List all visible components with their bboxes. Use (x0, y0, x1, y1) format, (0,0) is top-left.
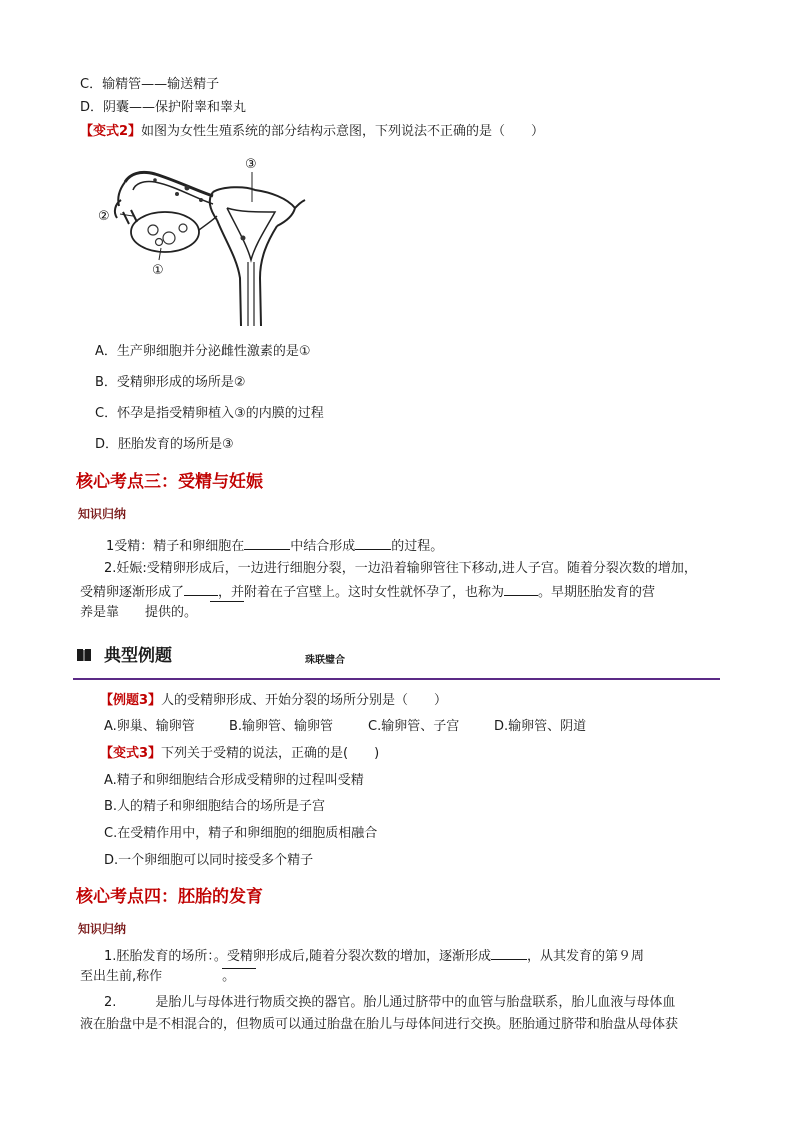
variant2-option-b: B．受精卵形成的场所是② (95, 375, 246, 390)
example3-option-a: A.卵巢、输卵管 (104, 719, 195, 734)
section3-p2-line1: 2.妊娠:受精卵形成后，一边进行细胞分裂，一边沿着输卵管往下移动,进人子宫。随着分裂次数的增加， (104, 561, 697, 576)
s4p1-a: 1.胚胎发育的场所： (104, 949, 214, 964)
variant3-tag: 【变式3】 (100, 746, 162, 761)
option-c-top: C．输精管——输送精子 (80, 77, 220, 92)
s4p1-line2: 至出生前,称作 (80, 969, 163, 984)
example3-option-d: D.输卵管、阴道 (494, 719, 587, 734)
label-1: ① (152, 263, 164, 278)
variant2-tag: 【变式2】 (80, 124, 142, 139)
variant3-question (100, 745, 379, 763)
s3p2-b: ，并附着在子宫壁上。这时女性就怀孕了，也称为 (218, 585, 505, 600)
blank (491, 946, 527, 960)
book-icon (76, 648, 92, 662)
s3p2-a: 受精卵逐渐形成了 (80, 585, 185, 600)
blank (210, 588, 244, 602)
variant3-text: 下列关于受精的说法，正确的是( ) (161, 746, 380, 761)
variant3-option-a: A.精子和卵细胞结合形成受精卵的过程叫受精 (104, 773, 364, 788)
blank (355, 536, 391, 550)
section3-p2-line3: 养是靠 提供的。 (80, 605, 198, 620)
variant3-option-b: B.人的精子和卵细胞结合的场所是子宫 (104, 799, 326, 814)
section4-p2-line1: 2. 是胎儿与母体进行物质交换的器官。胎儿通过脐带中的血管与胎盘联系，胎儿血液与母体血 (104, 995, 676, 1010)
variant3-option-c: C.在受精作用中，精子和卵细胞的细胞质相融合 (104, 826, 378, 841)
blank (244, 536, 290, 550)
typical-note: 珠联璧合 (305, 655, 345, 666)
s3p1-b: 中结合形成 (290, 539, 356, 554)
section4-p2-line2: 液在胎盘中是不相混合的，但物质可以通过胎盘在胎儿与母体间进行交换。胚胎通过脐带和胎盘从母体获 (80, 1017, 679, 1032)
section3-p2-line2 (80, 582, 655, 602)
variant2-option-a: A．生产卵细胞并分泌雌性激素的是① (95, 344, 311, 359)
section3-p1 (106, 536, 443, 556)
blank (222, 955, 256, 969)
example3-question (100, 692, 447, 710)
female-reproductive-diagram (95, 150, 310, 330)
s4p1-end: 。 (222, 969, 236, 984)
s4p1-c: ，从其发育的第９周 (527, 949, 645, 964)
section4-p1-line2 (80, 968, 235, 986)
variant2-option-c: C．怀孕是指受精卵植入③的内膜的过程 (95, 406, 324, 421)
example3-option-b: B.输卵管、输卵管 (229, 719, 334, 734)
s3p2-c: 。早期胚胎发育的营 (538, 585, 656, 600)
section4-title: 核心考点四：胚胎的发育 (76, 887, 263, 907)
section4-p1-line1 (104, 946, 644, 966)
variant2-option-d: D．胚胎发育的场所是③ (95, 437, 234, 452)
section4-sub: 知识归纳 (78, 922, 127, 936)
divider (73, 678, 720, 680)
label-2: ② (98, 209, 110, 224)
s3p1-c: 的过程。 (391, 539, 444, 554)
option-d-top: D．阴囊——保护附睾和睾丸 (80, 100, 247, 115)
label-3: ③ (245, 157, 257, 172)
blank (504, 582, 538, 596)
variant2-question (80, 123, 544, 141)
example3-option-c: C.输卵管、子宫 (368, 719, 460, 734)
variant3-option-d: D.一个卵细胞可以同时接受多个精子 (104, 853, 314, 868)
example3-tag: 【例题3】 (100, 693, 162, 708)
typical-title: 典型例题 (104, 646, 172, 666)
example3-text: 人的受精卵形成、开始分裂的场所分别是（ ） (161, 693, 448, 708)
section3-sub: 知识归纳 (78, 507, 127, 521)
s4p1-b: 。受精卵形成后,随着分裂次数的增加，逐渐形成 (213, 949, 492, 964)
section3-title: 核心考点三：受精与妊娠 (76, 472, 263, 492)
s3p1-a: 1受精：精子和卵细胞在 (106, 539, 245, 554)
variant2-text: 如图为女性生殖系统的部分结构示意图，下列说法不正确的是（ ） (141, 124, 545, 139)
